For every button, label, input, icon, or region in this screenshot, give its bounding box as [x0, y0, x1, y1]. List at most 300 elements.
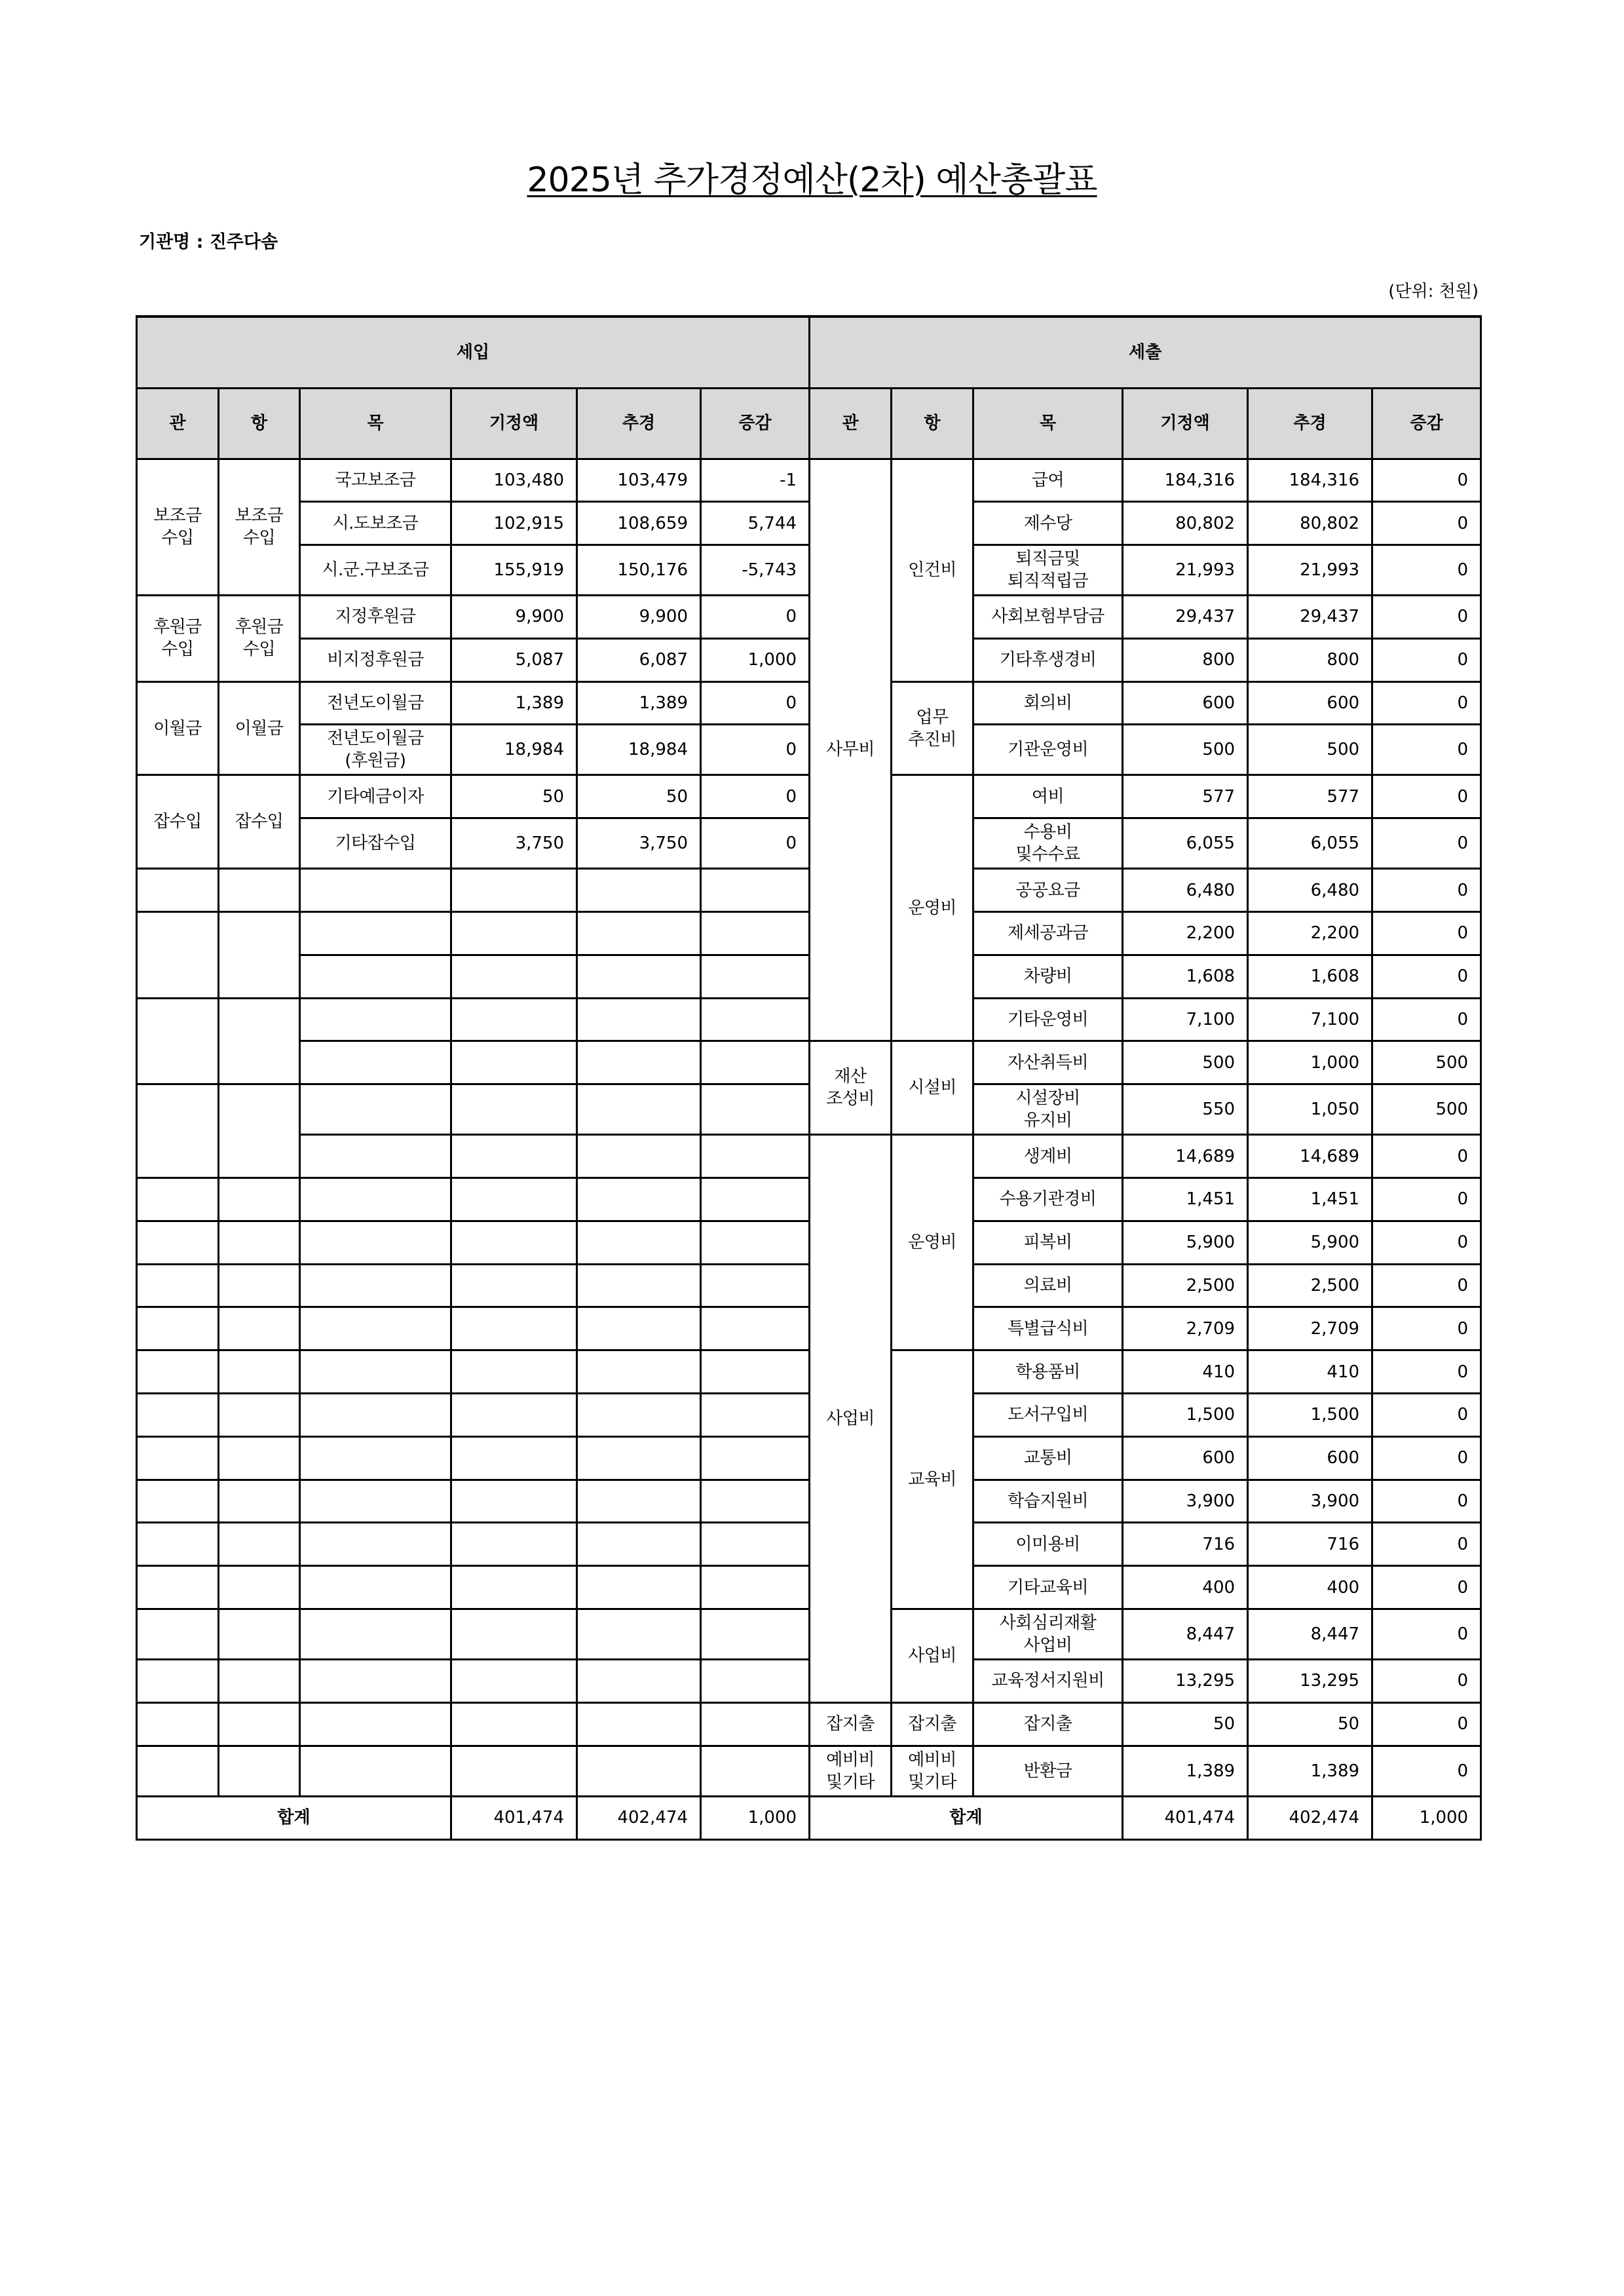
expense-column-header: 증감 — [1372, 388, 1481, 459]
income-revised-amount — [577, 1523, 701, 1566]
expense-revised-amount: 410 — [1248, 1350, 1372, 1394]
income-hang-cell — [219, 1178, 300, 1221]
expense-base-amount: 1,451 — [1123, 1178, 1248, 1221]
expense-revised-amount: 8,447 — [1248, 1609, 1372, 1660]
table-row — [137, 1221, 1481, 1264]
income-gwan-cell: 잡수입 — [137, 775, 219, 869]
income-base-amount — [451, 1394, 577, 1437]
expense-hang-cell: 시설비 — [892, 1041, 973, 1135]
income-revised-amount — [577, 1350, 701, 1394]
expense-hang-cell: 업무 추진비 — [892, 681, 973, 775]
expense-diff-amount: 0 — [1372, 1135, 1481, 1178]
expense-column-header: 기정액 — [1123, 388, 1248, 459]
expense-gwan-cell: 잡지출 — [810, 1702, 892, 1746]
income-revised-amount — [577, 912, 701, 955]
table-row — [137, 869, 1481, 912]
income-diff-amount: 0 — [701, 818, 810, 869]
income-mok-cell — [300, 1350, 451, 1394]
income-revised-amount — [577, 1084, 701, 1135]
income-revised-amount — [577, 1702, 701, 1746]
income-base-amount — [451, 1084, 577, 1135]
table-row — [137, 1264, 1481, 1307]
expense-diff-amount: 0 — [1372, 1436, 1481, 1480]
expense-base-amount: 600 — [1123, 681, 1248, 725]
expense-diff-amount: 0 — [1372, 1609, 1481, 1660]
table-row — [137, 1041, 1481, 1084]
income-diff-amount — [701, 912, 810, 955]
income-gwan-cell — [137, 912, 219, 999]
income-hang-cell — [219, 1480, 300, 1523]
expense-mok-cell: 반환금 — [973, 1746, 1123, 1796]
expense-base-amount: 2,709 — [1123, 1307, 1248, 1350]
income-gwan-cell: 이월금 — [137, 681, 219, 775]
income-mok-cell — [300, 1264, 451, 1307]
income-hang-cell: 보조금 수입 — [219, 459, 300, 596]
table-row — [137, 545, 1481, 596]
income-gwan-cell — [137, 1566, 219, 1609]
expense-revised-amount: 1,451 — [1248, 1178, 1372, 1221]
expense-mok-cell: 여비 — [973, 775, 1123, 818]
income-mok-cell — [300, 912, 451, 955]
table-row — [137, 775, 1481, 818]
expense-revised-amount: 577 — [1248, 775, 1372, 818]
income-diff-amount — [701, 955, 810, 998]
expense-hang-cell: 운영비 — [892, 1135, 973, 1350]
table-row — [137, 1746, 1481, 1796]
expense-diff-amount: 500 — [1372, 1041, 1481, 1084]
income-total-diff: 1,000 — [701, 1796, 810, 1839]
income-base-amount — [451, 1264, 577, 1307]
expense-base-amount: 800 — [1123, 638, 1248, 681]
income-revised-amount — [577, 1660, 701, 1703]
expense-revised-amount: 50 — [1248, 1702, 1372, 1746]
expense-gwan-cell: 사무비 — [810, 459, 892, 1041]
expense-base-amount: 550 — [1123, 1084, 1248, 1135]
income-diff-amount: -1 — [701, 459, 810, 502]
expense-hang-cell: 잡지출 — [892, 1702, 973, 1746]
table-row — [137, 998, 1481, 1041]
income-hang-cell — [219, 998, 300, 1084]
expense-base-amount: 2,200 — [1123, 912, 1248, 955]
table-row — [137, 1178, 1481, 1221]
expense-revised-amount: 1,000 — [1248, 1041, 1372, 1084]
income-gwan-cell — [137, 1660, 219, 1703]
expense-column-header: 목 — [973, 388, 1123, 459]
income-mok-cell — [300, 1746, 451, 1796]
table-row — [137, 818, 1481, 869]
income-gwan-cell — [137, 1178, 219, 1221]
expense-revised-amount: 6,055 — [1248, 818, 1372, 869]
income-revised-amount: 3,750 — [577, 818, 701, 869]
income-gwan-cell — [137, 1702, 219, 1746]
income-mok-cell — [300, 1084, 451, 1135]
expense-mok-cell: 회의비 — [973, 681, 1123, 725]
income-mok-cell — [300, 1702, 451, 1746]
income-column-header: 항 — [219, 388, 300, 459]
expense-mok-cell: 피복비 — [973, 1221, 1123, 1264]
income-revised-amount — [577, 1609, 701, 1660]
expense-base-amount: 410 — [1123, 1350, 1248, 1394]
income-base-amount: 5,087 — [451, 638, 577, 681]
income-base-amount — [451, 1307, 577, 1350]
expense-mok-cell: 기타운영비 — [973, 998, 1123, 1041]
expense-mok-cell: 기관운영비 — [973, 725, 1123, 775]
income-revised-amount — [577, 1394, 701, 1437]
income-column-header: 목 — [300, 388, 451, 459]
income-revised-amount — [577, 1135, 701, 1178]
income-revised-amount — [577, 1178, 701, 1221]
expense-revised-amount: 1,608 — [1248, 955, 1372, 998]
expense-diff-amount: 0 — [1372, 1350, 1481, 1394]
income-hang-cell — [219, 1746, 300, 1796]
expense-hang-cell: 사업비 — [892, 1609, 973, 1703]
expense-mok-cell: 잡지출 — [973, 1702, 1123, 1746]
income-diff-amount — [701, 1307, 810, 1350]
income-hang-cell — [219, 1221, 300, 1264]
expense-gwan-cell: 예비비 및기타 — [810, 1746, 892, 1796]
income-hang-cell — [219, 1702, 300, 1746]
expense-diff-amount: 0 — [1372, 459, 1481, 502]
expense-base-amount: 80,802 — [1123, 502, 1248, 545]
income-diff-amount: 0 — [701, 681, 810, 725]
expense-gwan-cell: 재산 조성비 — [810, 1041, 892, 1135]
income-mok-cell — [300, 1566, 451, 1609]
income-diff-amount — [701, 1084, 810, 1135]
table-row — [137, 725, 1481, 775]
income-mok-cell — [300, 869, 451, 912]
expense-base-amount: 6,055 — [1123, 818, 1248, 869]
table-row — [137, 1084, 1481, 1135]
income-diff-amount — [701, 1264, 810, 1307]
income-gwan-cell — [137, 998, 219, 1084]
expense-mok-cell: 의료비 — [973, 1264, 1123, 1307]
expense-hang-cell: 예비비 및기타 — [892, 1746, 973, 1796]
income-column-header: 추경 — [577, 388, 701, 459]
income-diff-amount — [701, 869, 810, 912]
expense-base-amount: 600 — [1123, 1436, 1248, 1480]
income-base-amount: 50 — [451, 775, 577, 818]
income-revised-amount — [577, 998, 701, 1041]
expense-mok-cell: 생계비 — [973, 1135, 1123, 1178]
income-gwan-cell — [137, 1084, 219, 1178]
expense-diff-amount: 0 — [1372, 912, 1481, 955]
income-diff-amount — [701, 1041, 810, 1084]
expense-revised-amount: 600 — [1248, 681, 1372, 725]
expense-hang-cell: 교육비 — [892, 1350, 973, 1609]
income-mok-cell — [300, 955, 451, 998]
income-mok-cell: 시.군.구보조금 — [300, 545, 451, 596]
income-revised-amount: 18,984 — [577, 725, 701, 775]
expense-diff-amount: 0 — [1372, 502, 1481, 545]
expense-diff-amount: 0 — [1372, 1523, 1481, 1566]
income-mok-cell — [300, 1041, 451, 1084]
income-revised-amount — [577, 1221, 701, 1264]
income-revised-amount: 150,176 — [577, 545, 701, 596]
income-gwan-cell — [137, 1480, 219, 1523]
income-gwan-cell: 후원금 수입 — [137, 596, 219, 682]
income-mok-cell: 기타잡수입 — [300, 818, 451, 869]
income-total-base: 401,474 — [451, 1796, 577, 1839]
expense-mok-cell: 퇴직금및 퇴직적립금 — [973, 545, 1123, 596]
income-revised-amount — [577, 1480, 701, 1523]
table-row — [137, 1523, 1481, 1566]
income-revised-amount — [577, 1041, 701, 1084]
income-base-amount — [451, 1746, 577, 1796]
table-row — [137, 1566, 1481, 1609]
income-diff-amount — [701, 1523, 810, 1566]
income-base-amount: 9,900 — [451, 596, 577, 639]
expense-total-revised: 402,474 — [1248, 1796, 1372, 1839]
table-row — [137, 596, 1481, 639]
income-revised-amount — [577, 1436, 701, 1480]
page-title: 2025년 추가경정예산(2차) 예산총괄표 — [527, 161, 1097, 200]
total-row — [137, 1796, 1481, 1839]
expense-diff-amount: 500 — [1372, 1084, 1481, 1135]
expense-revised-amount: 13,295 — [1248, 1660, 1372, 1703]
expense-mok-cell: 공공요금 — [973, 869, 1123, 912]
income-gwan-cell — [137, 1609, 219, 1660]
income-diff-amount — [701, 1746, 810, 1796]
table-row — [137, 1436, 1481, 1480]
expense-base-amount: 6,480 — [1123, 869, 1248, 912]
table-row — [137, 638, 1481, 681]
income-diff-amount — [701, 1221, 810, 1264]
income-revised-amount: 108,659 — [577, 502, 701, 545]
income-section-header: 세입 — [137, 316, 810, 388]
organization-name: 기관명 : 진주다솜 — [139, 232, 278, 252]
income-hang-cell — [219, 1523, 300, 1566]
income-mok-cell: 비지정후원금 — [300, 638, 451, 681]
expense-section-header: 세출 — [810, 316, 1481, 388]
expense-column-header: 추경 — [1248, 388, 1372, 459]
expense-revised-amount: 800 — [1248, 638, 1372, 681]
expense-mok-cell: 수용기관경비 — [973, 1178, 1123, 1221]
expense-revised-amount: 1,500 — [1248, 1394, 1372, 1437]
budget-summary-table — [136, 315, 1482, 1841]
expense-diff-amount: 0 — [1372, 1566, 1481, 1609]
income-gwan-cell: 보조금 수입 — [137, 459, 219, 596]
expense-diff-amount: 0 — [1372, 1702, 1481, 1746]
expense-total-label: 합계 — [810, 1796, 1123, 1839]
income-hang-cell — [219, 1307, 300, 1350]
expense-base-amount: 21,993 — [1123, 545, 1248, 596]
expense-mok-cell: 제세공과금 — [973, 912, 1123, 955]
income-base-amount: 3,750 — [451, 818, 577, 869]
income-mok-cell — [300, 1480, 451, 1523]
income-revised-amount: 50 — [577, 775, 701, 818]
income-mok-cell — [300, 1609, 451, 1660]
expense-revised-amount: 1,050 — [1248, 1084, 1372, 1135]
income-revised-amount: 103,479 — [577, 459, 701, 502]
expense-revised-amount: 400 — [1248, 1566, 1372, 1609]
expense-mok-cell: 사회보험부담금 — [973, 596, 1123, 639]
expense-revised-amount: 80,802 — [1248, 502, 1372, 545]
income-gwan-cell — [137, 1394, 219, 1437]
income-mok-cell — [300, 1394, 451, 1437]
income-base-amount — [451, 1523, 577, 1566]
expense-diff-amount: 0 — [1372, 681, 1481, 725]
expense-total-diff: 1,000 — [1372, 1796, 1481, 1839]
expense-diff-amount: 0 — [1372, 596, 1481, 639]
income-gwan-cell — [137, 1523, 219, 1566]
income-base-amount: 155,919 — [451, 545, 577, 596]
income-diff-amount — [701, 1609, 810, 1660]
income-mok-cell — [300, 998, 451, 1041]
income-column-header: 관 — [137, 388, 219, 459]
expense-base-amount: 14,689 — [1123, 1135, 1248, 1178]
expense-revised-amount: 1,389 — [1248, 1746, 1372, 1796]
income-hang-cell — [219, 1350, 300, 1394]
expense-revised-amount: 14,689 — [1248, 1135, 1372, 1178]
income-hang-cell — [219, 869, 300, 912]
expense-base-amount: 29,437 — [1123, 596, 1248, 639]
expense-diff-amount: 0 — [1372, 725, 1481, 775]
table-row — [137, 1135, 1481, 1178]
income-revised-amount: 9,900 — [577, 596, 701, 639]
income-mok-cell — [300, 1178, 451, 1221]
expense-mok-cell: 도서구입비 — [973, 1394, 1123, 1437]
table-row — [137, 1660, 1481, 1703]
income-diff-amount — [701, 1566, 810, 1609]
expense-base-amount: 500 — [1123, 1041, 1248, 1084]
expense-mok-cell: 교육정서지원비 — [973, 1660, 1123, 1703]
expense-mok-cell: 수용비 및수수료 — [973, 818, 1123, 869]
income-hang-cell: 이월금 — [219, 681, 300, 775]
income-hang-cell: 후원금 수입 — [219, 596, 300, 682]
income-gwan-cell — [137, 869, 219, 912]
expense-mok-cell: 기타후생경비 — [973, 638, 1123, 681]
expense-diff-amount: 0 — [1372, 1746, 1481, 1796]
expense-diff-amount: 0 — [1372, 1660, 1481, 1703]
income-hang-cell — [219, 1394, 300, 1437]
income-base-amount — [451, 869, 577, 912]
expense-base-amount: 1,389 — [1123, 1746, 1248, 1796]
income-base-amount — [451, 1702, 577, 1746]
income-revised-amount — [577, 1746, 701, 1796]
income-mok-cell — [300, 1660, 451, 1703]
income-gwan-cell — [137, 1264, 219, 1307]
income-mok-cell — [300, 1436, 451, 1480]
expense-diff-amount: 0 — [1372, 1480, 1481, 1523]
income-diff-amount — [701, 1436, 810, 1480]
expense-base-amount: 1,608 — [1123, 955, 1248, 998]
expense-revised-amount: 600 — [1248, 1436, 1372, 1480]
expense-revised-amount: 500 — [1248, 725, 1372, 775]
expense-revised-amount: 7,100 — [1248, 998, 1372, 1041]
income-hang-cell — [219, 1566, 300, 1609]
income-base-amount — [451, 1135, 577, 1178]
expense-column-header: 항 — [892, 388, 973, 459]
income-mok-cell: 기타예금이자 — [300, 775, 451, 818]
expense-base-amount: 5,900 — [1123, 1221, 1248, 1264]
income-mok-cell: 지정후원금 — [300, 596, 451, 639]
income-mok-cell — [300, 1523, 451, 1566]
expense-revised-amount: 3,900 — [1248, 1480, 1372, 1523]
expense-base-amount: 7,100 — [1123, 998, 1248, 1041]
section-header-row — [137, 316, 1481, 388]
table-row — [137, 681, 1481, 725]
expense-base-amount: 50 — [1123, 1702, 1248, 1746]
income-base-amount: 102,915 — [451, 502, 577, 545]
income-hang-cell — [219, 1609, 300, 1660]
expense-hang-cell: 인건비 — [892, 459, 973, 681]
expense-base-amount: 1,500 — [1123, 1394, 1248, 1437]
income-diff-amount: -5,743 — [701, 545, 810, 596]
expense-base-amount: 500 — [1123, 725, 1248, 775]
expense-diff-amount: 0 — [1372, 1221, 1481, 1264]
table-row — [137, 912, 1481, 955]
income-mok-cell — [300, 1135, 451, 1178]
income-gwan-cell — [137, 1746, 219, 1796]
expense-mok-cell: 자산취득비 — [973, 1041, 1123, 1084]
income-diff-amount — [701, 1178, 810, 1221]
table-row — [137, 459, 1481, 502]
income-base-amount — [451, 1609, 577, 1660]
expense-revised-amount: 6,480 — [1248, 869, 1372, 912]
income-mok-cell: 국고보조금 — [300, 459, 451, 502]
income-base-amount — [451, 912, 577, 955]
income-diff-amount — [701, 998, 810, 1041]
expense-revised-amount: 2,200 — [1248, 912, 1372, 955]
expense-diff-amount: 0 — [1372, 1394, 1481, 1437]
income-mok-cell: 시.도보조금 — [300, 502, 451, 545]
expense-base-amount: 3,900 — [1123, 1480, 1248, 1523]
income-diff-amount — [701, 1135, 810, 1178]
income-gwan-cell — [137, 1307, 219, 1350]
expense-total-base: 401,474 — [1123, 1796, 1248, 1839]
expense-base-amount: 2,500 — [1123, 1264, 1248, 1307]
expense-revised-amount: 184,316 — [1248, 459, 1372, 502]
table-row — [137, 1480, 1481, 1523]
expense-base-amount: 184,316 — [1123, 459, 1248, 502]
expense-mok-cell: 기타교육비 — [973, 1566, 1123, 1609]
table-row — [137, 1307, 1481, 1350]
income-diff-amount: 0 — [701, 775, 810, 818]
expense-base-amount: 716 — [1123, 1523, 1248, 1566]
expense-diff-amount: 0 — [1372, 1178, 1481, 1221]
expense-mok-cell: 제수당 — [973, 502, 1123, 545]
income-column-header: 기정액 — [451, 388, 577, 459]
income-diff-amount: 5,744 — [701, 502, 810, 545]
table-row — [137, 502, 1481, 545]
income-revised-amount — [577, 1264, 701, 1307]
income-base-amount — [451, 1221, 577, 1264]
income-base-amount: 103,480 — [451, 459, 577, 502]
expense-hang-cell: 운영비 — [892, 775, 973, 1041]
income-diff-amount: 1,000 — [701, 638, 810, 681]
income-hang-cell — [219, 912, 300, 999]
expense-mok-cell: 사회심리재활 사업비 — [973, 1609, 1123, 1660]
income-base-amount — [451, 1660, 577, 1703]
expense-revised-amount: 2,500 — [1248, 1264, 1372, 1307]
income-hang-cell — [219, 1436, 300, 1480]
table-row — [137, 1350, 1481, 1394]
expense-mok-cell: 학용품비 — [973, 1350, 1123, 1394]
income-revised-amount — [577, 1307, 701, 1350]
income-revised-amount — [577, 869, 701, 912]
expense-diff-amount: 0 — [1372, 545, 1481, 596]
expense-gwan-cell: 사업비 — [810, 1135, 892, 1703]
expense-diff-amount: 0 — [1372, 1264, 1481, 1307]
table-row — [137, 1702, 1481, 1746]
income-hang-cell — [219, 1660, 300, 1703]
expense-base-amount: 400 — [1123, 1566, 1248, 1609]
income-hang-cell — [219, 1084, 300, 1178]
income-diff-amount — [701, 1394, 810, 1437]
income-base-amount: 1,389 — [451, 681, 577, 725]
income-revised-amount: 1,389 — [577, 681, 701, 725]
expense-base-amount: 577 — [1123, 775, 1248, 818]
